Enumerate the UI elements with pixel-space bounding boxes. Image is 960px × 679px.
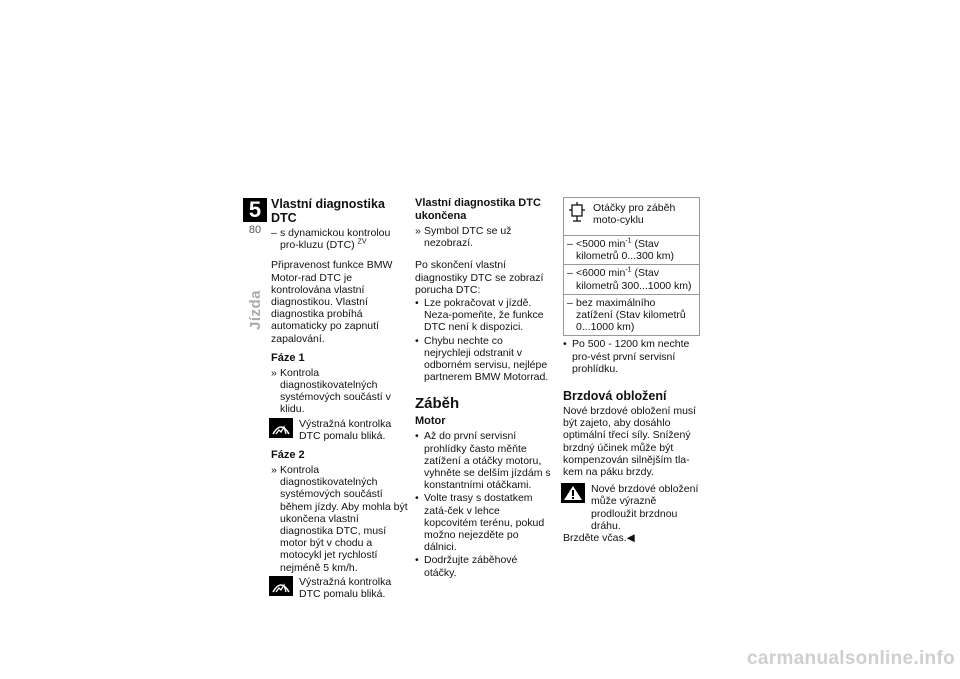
row-text: <5000 min [576,238,626,250]
list-item [415,492,552,553]
item-text: Po 500 - 1200 km nechte pro-vést první servisní prohlídku. [572,338,690,375]
list-item [271,367,408,416]
phase1-title: Fáze 1 [271,351,305,364]
bullet-marker: • [415,492,419,505]
row-text: <6000 min [576,267,626,280]
superscript: ZV [357,238,367,246]
list-item [415,430,552,491]
dash-marker: – [567,238,573,250]
watermark: carmanualsonline.info [747,648,955,669]
item-text: s dynamickou kontrolou pro-kluzu (DTC) [280,227,391,252]
intro-paragraph: Připravenost funkce BMW Motor-rad DTC je kontrolována vlastní diagnostikou. Vlastní diagnostika probíhá automaticky po zapnutí zapalování. [271,259,393,345]
table-row [564,294,699,336]
column-2 [415,197,552,580]
dash-marker: – [271,227,277,239]
note-text: Výstražná kontrolka DTC pomalu bliká. [299,575,392,601]
dash-marker: – [567,267,573,280]
section-title-brake-pads: Brzdová obložení [563,389,667,404]
table-row [564,235,699,264]
item-text: Lze pokračovat v jízdě. Neza-pomeňte, že funkce DTC není k dispozici. [424,297,544,334]
list-item [415,554,552,578]
item-text: Dodržujte záběhové otáčky. [424,554,518,579]
bullet-marker: • [563,338,567,351]
superscript: -1 [625,266,632,274]
note [563,483,700,532]
bullet-marker: • [415,554,419,567]
phase2-title: Fáze 2 [271,449,305,462]
item-text: Chybu nechte co nejrychleji odstranit v odborném servisu, nejlépe partnerem BMW Motorrad. [424,334,549,384]
arrow-marker: » [271,366,277,379]
arrow-marker: » [271,464,277,477]
dtc-warning-icon [269,576,293,596]
list-item [415,225,552,249]
bullet-marker: • [415,430,419,443]
column-3 [563,197,700,544]
engine-speed-icon [567,202,587,224]
item-text: Volte trasy s dostatkem zatá-ček v lehce kopcovitém terénu, pokud možno nejezděte po dálnici. [424,492,545,554]
paragraph: Po skončení vlastní diagnostiky DTC se zobrazí porucha DTC: [415,259,544,296]
dtc-warning-icon [269,418,293,438]
row-text: (Stav kilometrů 300...1000 km) [576,267,692,292]
list-item [415,297,552,334]
chapter-side-label: Jízda [247,290,264,331]
list-item [415,335,552,384]
arrow-marker: » [415,225,421,237]
dash-marker: – [567,296,573,309]
section-title-diagnostics-done: Vlastní diagnostika DTC ukončena [415,197,541,222]
column-1 [271,197,408,606]
end-marker: ◀ [626,532,635,545]
list-item [563,338,700,375]
row-text: (Stav kilometrů 0...300 km) [576,238,675,263]
superscript: -1 [625,237,632,245]
closing-line [563,532,700,544]
closing-text: Brzděte včas. [563,532,627,545]
section-title-diagnostics: Vlastní diagnostika DTC [271,197,385,225]
page-number: 80 [248,224,262,236]
note-text: Nové brzdové obložení může výrazně prodloužit brzdnou dráhu. [591,483,699,532]
paragraph: Nové brzdové obložení musí být zajeto, aby dosáhlo optimální třecí síly. Snížený brzdný účinek může být kompenzován silnějším tla-kem na páku brzdy. [563,405,697,479]
item-text: Kontrola diagnostikovatelných systémových součástí během jízdy. Aby mohla být ukončena vlastní diagnostika DTC, musí motor být v chodu a motocykl jet rychlostí nejméně 5 km/h. [280,464,408,574]
table-row [564,264,699,293]
warning-triangle-icon [561,483,585,503]
section-title-break-in: Záběh [415,395,460,413]
note-text: Výstražná kontrolka DTC pomalu bliká. [299,417,392,442]
table-header-text: Otáčky pro záběh moto-cyklu [593,202,676,227]
list-item [271,227,408,251]
bullet-marker: • [415,297,419,310]
item-text: Kontrola diagnostikovatelných systémových součástí v klidu. [280,366,391,416]
break-in-table [563,197,700,336]
row-text: bez maximálního zatížení (Stav kilometrů 0...1000 km) [576,296,686,334]
item-text: Symbol DTC se už nezobrazí. [424,225,512,250]
note [271,418,408,442]
bullet-marker: • [415,334,419,347]
table-header [564,198,699,235]
note [271,576,408,600]
item-text: Až do první servisní prohlídky často měňte zatížení a otáčky motoru, vyhněte se delším jízdám s konstantními otáčkami. [424,430,551,492]
list-item [271,464,408,574]
chapter-number: 5 [243,198,267,222]
sub-title-engine: Motor [415,415,446,428]
